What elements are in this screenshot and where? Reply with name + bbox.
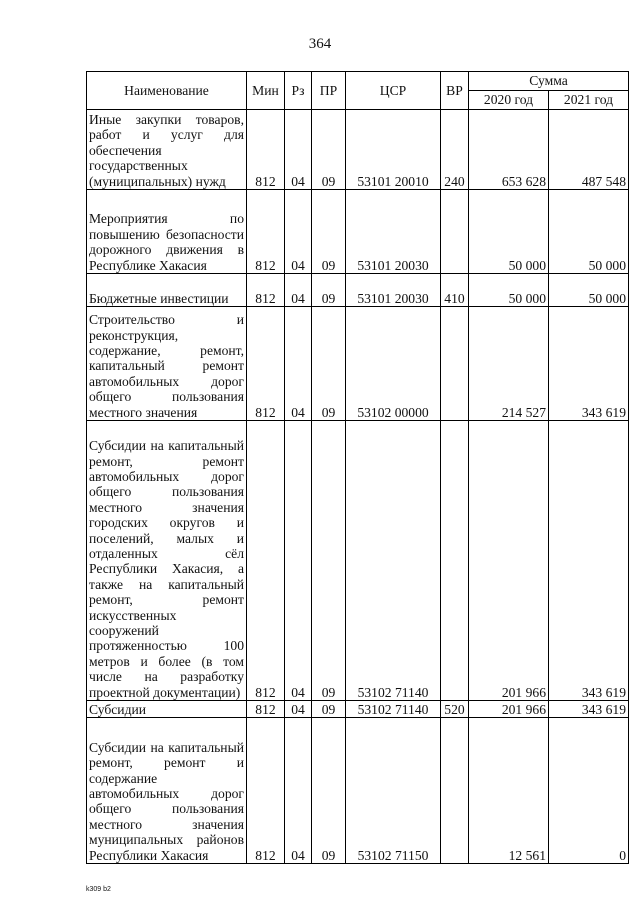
table-row: [87, 701, 629, 718]
row-2020: 12 561: [469, 718, 549, 864]
table-row: [87, 190, 629, 274]
row-2020: 214 527: [469, 307, 549, 421]
row-rz: 04: [285, 110, 312, 190]
row-2021: 343 619: [549, 701, 629, 718]
row-name: Бюджетные инвестиции: [87, 274, 247, 307]
row-pr: 09: [312, 701, 346, 718]
row-name: Иные закупки товаров, работ и услуг для обеспечения государственных (муниципальных) нужд: [87, 110, 247, 190]
table-row: [87, 110, 629, 190]
row-2020: 50 000: [469, 274, 549, 307]
row-pr: 09: [312, 421, 346, 701]
page-number: 364: [308, 36, 332, 52]
row-2021: 0: [549, 718, 629, 864]
header-vr: ВР: [441, 72, 469, 110]
row-csr: 53101 20030: [346, 274, 441, 307]
table-row: [87, 718, 629, 864]
header-year-2020: 2020 год: [469, 91, 549, 110]
row-pr: 09: [312, 110, 346, 190]
row-name: Субсидии на капитальный ремонт, ремонт автомобильных дорог общего пользования местного значения городских округов и поселений, малых и отдаленных сёл Республики Хакасия, а также на капитальный ремонт, ремонт искусственных сооружений протяженностью 100 метров и более (в том числе на разработку проектной документации): [87, 421, 247, 701]
table-row: [87, 274, 629, 307]
row-vr: [441, 307, 469, 421]
row-vr: 520: [441, 701, 469, 718]
row-2021: 50 000: [549, 274, 629, 307]
row-rz: 04: [285, 421, 312, 701]
footnote: k309 b2: [86, 886, 111, 893]
row-2020: 201 966: [469, 701, 549, 718]
row-rz: 04: [285, 701, 312, 718]
header-name: Наименование: [87, 72, 247, 110]
row-pr: 09: [312, 274, 346, 307]
header-csr: ЦСР: [346, 72, 441, 110]
row-vr: 410: [441, 274, 469, 307]
row-2021: 487 548: [549, 110, 629, 190]
row-2021: 343 619: [549, 421, 629, 701]
row-csr: 53102 00000: [346, 307, 441, 421]
row-vr: [441, 190, 469, 274]
row-min: 812: [247, 190, 285, 274]
budget-table: [86, 71, 629, 864]
row-name: Мероприятия по повышению безопасности дорожного движения в Республике Хакасия: [87, 190, 247, 274]
row-2020: 50 000: [469, 190, 549, 274]
row-vr: 240: [441, 110, 469, 190]
row-vr: [441, 421, 469, 701]
row-min: 812: [247, 307, 285, 421]
row-name: Строительство и реконструкция, содержание, ремонт, капитальный ремонт автомобильных дорог общего пользования местного значения: [87, 307, 247, 421]
row-2021: 343 619: [549, 307, 629, 421]
row-csr: 53102 71140: [346, 421, 441, 701]
row-2020: 653 628: [469, 110, 549, 190]
row-min: 812: [247, 701, 285, 718]
row-pr: 09: [312, 307, 346, 421]
row-rz: 04: [285, 274, 312, 307]
row-csr: 53102 71140: [346, 701, 441, 718]
table-row: [87, 421, 629, 701]
header-min: Мин: [247, 72, 285, 110]
row-pr: 09: [312, 718, 346, 864]
row-min: 812: [247, 718, 285, 864]
row-csr: 53101 20010: [346, 110, 441, 190]
row-rz: 04: [285, 307, 312, 421]
row-rz: 04: [285, 718, 312, 864]
row-min: 812: [247, 274, 285, 307]
row-name: Субсидии на капитальный ремонт, ремонт и содержание автомобильных дорог общего пользования местного значения муниципальных районов Республики Хакасия: [87, 718, 247, 864]
header-year-2021: 2021 год: [549, 91, 629, 110]
table-row: [87, 307, 629, 421]
row-csr: 53101 20030: [346, 190, 441, 274]
row-min: 812: [247, 110, 285, 190]
row-vr: [441, 718, 469, 864]
header-pr: ПР: [312, 72, 346, 110]
header-rz: Рз: [285, 72, 312, 110]
row-name: Субсидии: [87, 701, 247, 718]
row-pr: 09: [312, 190, 346, 274]
row-csr: 53102 71150: [346, 718, 441, 864]
row-2020: 201 966: [469, 421, 549, 701]
row-min: 812: [247, 421, 285, 701]
row-rz: 04: [285, 190, 312, 274]
header-sum: Сумма: [469, 72, 629, 91]
row-2021: 50 000: [549, 190, 629, 274]
